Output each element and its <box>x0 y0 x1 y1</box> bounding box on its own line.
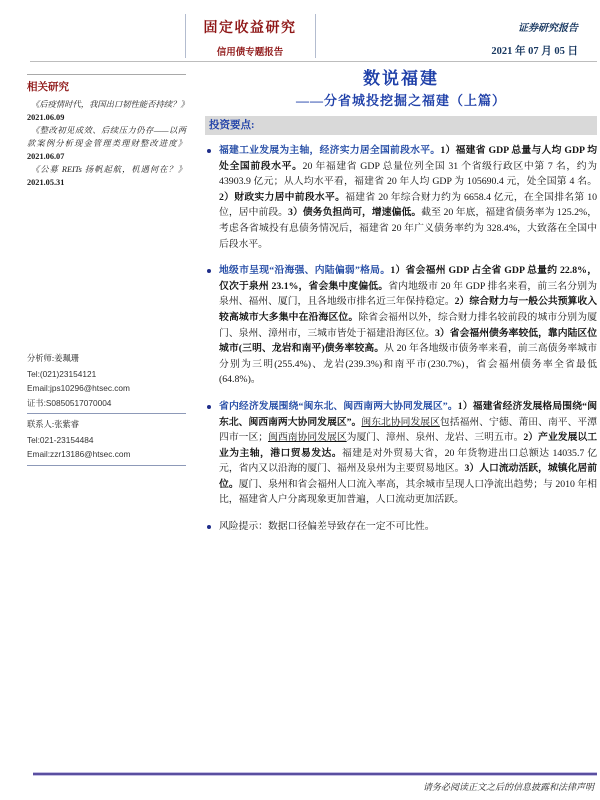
page-subtitle: ——分省城投挖掘之福建（上篇） <box>295 93 506 108</box>
text-segment: 厦门、泉州和省会福州人口流入率高，其余城市呈现人口净流出趋势；与 2010 年相比，福建省人户分离现象更加普遍，人口流动更加活跃。 <box>219 478 597 506</box>
research-date: 2021.06.07 <box>27 152 65 161</box>
research-division: 固定收益研究 <box>203 21 297 36</box>
research-date: 2021.06.09 <box>27 113 65 122</box>
text-segment: 1）省会福州 GDP 占全省 GDP 总量约 22.8%，仅次于泉州 23.1%，省会集中度偏低。 <box>219 265 597 292</box>
sidebar-separator <box>27 413 186 414</box>
report-type: 信用债专题报告 <box>216 48 284 58</box>
analyst-tel: Tel:(021)23154121 <box>27 368 97 379</box>
related-research-panel <box>27 74 189 189</box>
text-segment: 闽西南协同发展区 <box>268 432 347 444</box>
header-rule <box>30 61 597 62</box>
analyst-name: 分析师:姜珮珊 <box>27 354 80 363</box>
highlights-label: 投资要点: <box>209 120 255 131</box>
related-research-heading: 相关研究 <box>27 82 69 93</box>
footer-disclaimer: 请务必阅读正文之后的信息披露和法律声明 <box>422 782 594 792</box>
research-date: 2021.05.31 <box>27 178 65 187</box>
text-segment: 除省会福州以外，综合财力排名较前段的城市分别为厦门、泉州、漳州市，三城市皆处于福建沿海区位。 <box>219 311 598 339</box>
text-segment: 包括福州、宁德、莆田、南平、平潭四市一区； <box>219 416 598 444</box>
text-segment: 2）综合财力与一般公共预算收入较高城市大多集中在沿海区位。 <box>219 296 597 323</box>
highlight-bullet <box>205 143 597 252</box>
research-title: 《整改初见成效、后续压力仍存——以两款案例分析现金管理类理财整改进度》 <box>27 126 186 148</box>
text-segment: 2）财政实力居中前段水平。 <box>219 191 346 203</box>
analyst-cert: 证书:S0850517070004 <box>27 397 112 408</box>
text-segment: 3）人口流动活跃，城镇化居前位。 <box>219 463 598 490</box>
text-segment: 从 20 年各地级市债务率来看，前三高债务率城市分别为三明(255.4%)、龙岩(239.3%)和南平市(230.7%)，省会福州债务率全省最低(64.8%)。 <box>219 343 598 386</box>
text-segment: 福建工业发展为主轴，经济实力居全国前段水平。 <box>219 145 441 156</box>
highlight-bullet <box>205 519 597 535</box>
text-segment: 截至 20 年底，福建省债务率为 125.2%，考虑各省城投有息债务情况后，福建省 20 年广义债务率约为 328.4%，大致落在全国中后段水平。 <box>219 207 597 250</box>
report-date: 2021 年 07 月 05 日 <box>491 46 578 57</box>
text-segment: 闽东北协同发展区 <box>361 416 440 428</box>
contact-tel: Tel:021-23154484 <box>27 434 94 445</box>
analyst-email: Email:jps10296@htsec.com <box>27 383 130 393</box>
text-segment: 为厦门、漳州、泉州、龙岩、三明五市。 <box>346 432 524 444</box>
text-segment: 风险提示：数据口径偏差导致存在一定不可比性。 <box>219 521 435 533</box>
highlight-bullet <box>205 399 597 508</box>
sidebar-separator <box>27 465 186 466</box>
text-segment: 3）省会福州债务率较低，靠内陆区位城市(三明、龙岩和南平)债务率较高。 <box>219 327 598 355</box>
contact-email: Email:zzr13186@htsec.com <box>27 449 131 459</box>
text-segment: 1）福建省经济发展格局围绕“闽东北、闽西南两大协同发展区”。 <box>219 400 598 428</box>
text-segment: 福建是对外贸易大省，20 年货物进出口总额达 14035.7 亿元，省内又以沿海的厦门、福州及泉州为主要贸易地区。 <box>219 447 598 475</box>
header-divider-right <box>315 14 316 58</box>
related-research-list <box>27 98 189 189</box>
related-research-item <box>27 124 186 163</box>
text-segment: 省内地级市 20 年 GDP 排名来看，前三名分别为泉州、福州、厦门，且各地级市排名近三年保持稳定。 <box>219 280 597 308</box>
text-segment: 1）福建省 GDP 总量与人均 GDP 均处全国前段水平。 <box>219 145 598 172</box>
related-research-item <box>27 98 189 124</box>
related-research-item <box>27 163 186 189</box>
report-label: 证券研究报告 <box>518 23 578 34</box>
research-title: 《公募 REITs 扬帆起航，机遇何在？》 <box>31 165 186 174</box>
research-title: 《后疫情时代，我国出口韧性能否持续？》 <box>31 100 189 109</box>
text-segment: 福建省 20 年综合财力约为 6658.4 亿元，在全国排名第 10 位，居中前段。 <box>219 191 598 219</box>
header-center <box>186 17 314 58</box>
contact-name: 联系人:张紫睿 <box>27 420 80 429</box>
analyst-contact-panel <box>27 352 186 470</box>
highlights-bullet-list <box>205 143 597 546</box>
header-right <box>491 19 578 58</box>
text-segment: 20 年福建省 GDP 总量位列全国 31 个省级行政区中第 7 名，约为 43903.9 亿元；从人均水平看，福建省 20 年人均 GDP 为 105690.4 元，处全国第 4 名。 <box>219 160 598 188</box>
highlights-banner <box>205 116 597 135</box>
text-segment: 省内经济发展围绕“闽东北、闽西南两大协同发展区”。 <box>219 400 458 412</box>
footer-rule <box>33 772 597 776</box>
highlight-bullet <box>205 263 597 388</box>
text-segment: 2）产业发展以工业为主轴，港口贸易发达。 <box>219 432 598 459</box>
text-segment: 地级市呈现“沿海强、内陆偏弱”格局。 <box>219 265 391 277</box>
text-segment: 3）债务负担尚可，增速偏低。 <box>288 207 422 219</box>
page-title: 数说福建 <box>363 69 439 88</box>
